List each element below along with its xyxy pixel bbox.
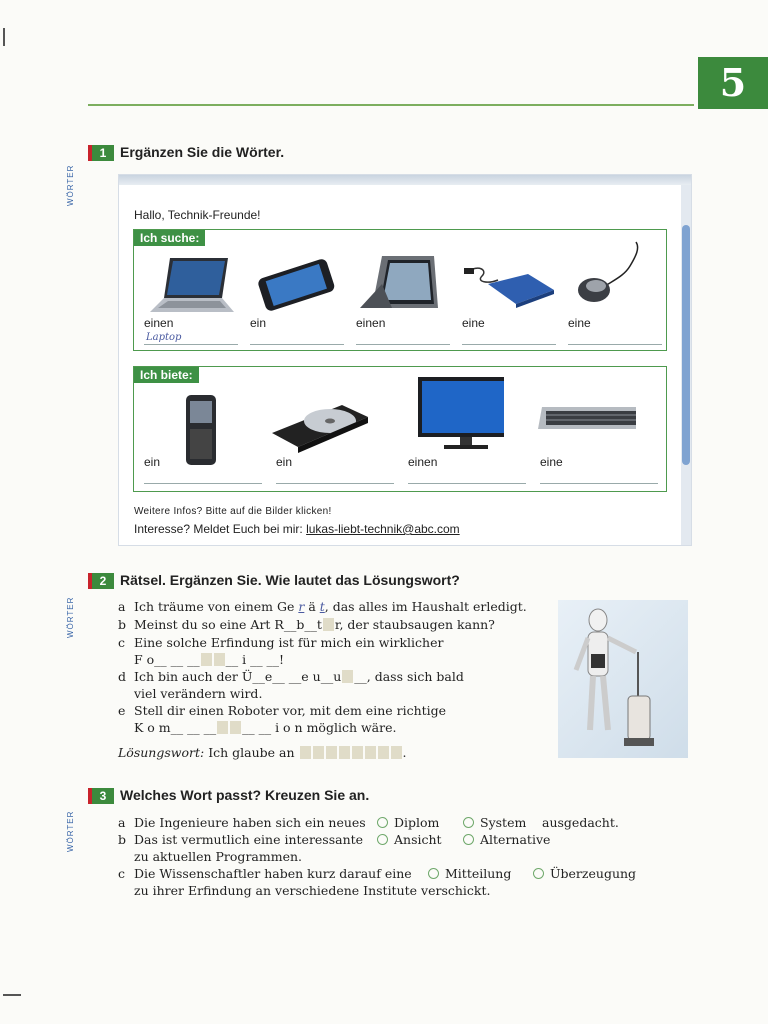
choice-c-option-2[interactable]: Überzeugung [533,866,636,881]
answer-line[interactable] [144,344,238,345]
solution-square [323,618,334,631]
crop-mark-bottom [3,994,21,996]
radio-circle[interactable] [428,868,439,879]
choice-c-line2: zu ihrer Erfindung an verschiedene Institute verschickt. [134,883,491,898]
header-rule [88,104,694,106]
offer-article: ein [276,455,293,469]
radio-circle[interactable] [463,834,474,845]
mouse-icon [564,240,664,310]
answer-line[interactable] [408,483,526,484]
choice-a-option-2[interactable]: System [463,815,526,830]
browser-top-bar [119,175,691,185]
search-article: eine [462,316,485,330]
radio-circle[interactable] [377,834,388,845]
monitor-icon [404,375,504,453]
riddle-a: a Ich träume von einem Ge r ä t, das alles im Haushalt erledigt. [118,599,527,614]
riddle-c-blanks: F o__ __ __ __ i __ __! [134,652,285,667]
contact-line [134,522,460,536]
exercise-1-number: 1 [88,145,114,161]
riddle-c: c Eine solche Erfindung ist für mich ein wirklicher [118,635,444,650]
radio-circle[interactable] [463,817,474,828]
radio-circle[interactable] [533,868,544,879]
exercise-3-title: Welches Wort passt? Kreuzen Sie an. [120,787,370,803]
external-harddrive-icon [458,254,558,310]
choice-c-option-1[interactable]: Mitteilung [428,866,511,881]
keyboard-icon [536,401,636,437]
choice-a-option-1[interactable]: Diplom [377,815,439,830]
info-line: Weitere Infos? Bitte auf die Bilder klicken! [134,506,332,517]
answer-line[interactable] [356,344,450,345]
tablet-icon [352,250,452,312]
contact-text: Interesse? Meldet Euch bei mir: [134,522,303,536]
exercise-3-number: 3 [88,788,114,804]
choice-b-option-1[interactable]: Ansicht [377,832,442,847]
riddle-e: e Stell dir einen Roboter vor, mit dem eine richtige [118,703,447,718]
offer-article: ein [144,455,161,469]
handwritten-fill: r [298,599,305,614]
riddle-e-blanks: K o m__ __ __ __ __ i o n möglich wäre. [134,720,397,735]
laptop-icon [140,254,240,316]
dvd-drive-icon [272,397,372,457]
choice-a-text: a Die Ingenieure haben sich ein neues [118,815,366,830]
email-link[interactable]: lukas-liebt-technik@abc.com [306,522,460,536]
search-box [133,229,667,351]
offer-article: eine [540,455,563,469]
offer-header: Ich biete: [134,367,199,383]
search-article: eine [568,316,591,330]
riddle-d: d Ich bin auch der Ü__e__ __e u__u __, dass sich bald [118,669,464,684]
solution-row: Lösungswort: Ich glaube an . [118,745,407,760]
search-article: einen [356,316,386,330]
choice-b-option-2[interactable]: Alternative [463,832,550,847]
radio-circle[interactable] [377,817,388,828]
exercise-2-title: Rätsel. Ergänzen Sie. Wie lautet das Lösungswort? [120,572,460,588]
greeting: Hallo, Technik-Freunde! [134,208,261,222]
smartphone-icon [246,258,346,312]
search-article: einen [144,316,174,330]
exercise-2-number: 2 [88,573,114,589]
side-label-3: WÖRTER [66,810,75,852]
search-answer: Laptop [146,332,182,343]
offer-box [133,366,667,492]
search-header: Ich suche: [134,230,205,246]
answer-line[interactable] [144,483,262,484]
answer-line[interactable] [540,483,658,484]
side-label-2: WÖRTER [66,596,75,638]
exercise-1-title: Ergänzen Sie die Wörter. [120,144,285,160]
answer-line[interactable] [462,344,556,345]
riddle-b: b Meinst du so eine Art R__b__t r, der staubsaugen kann? [118,617,495,632]
scroll-thumb[interactable] [682,225,690,465]
webpage-panel [118,174,692,546]
choice-c-text: c Die Wissenschaftler haben kurz darauf eine [118,866,412,881]
riddle-d-line2: viel verändern wird. [134,686,263,701]
answer-line[interactable] [568,344,662,345]
choice-b-text: b Das ist vermutlich eine interessante [118,832,364,847]
search-article: ein [250,316,267,330]
crop-mark-left [3,28,5,46]
robot-photo [558,600,688,758]
choice-b-line2: zu aktuellen Programmen. [134,849,302,864]
answer-line[interactable] [250,344,344,345]
robot-icon [558,600,688,758]
offer-article: einen [408,455,438,469]
answer-line[interactable] [276,483,394,484]
choice-a-end: ausgedacht. [542,815,619,830]
side-label-1: WÖRTER [66,164,75,206]
handwritten-fill: t [319,599,325,614]
chapter-number: 5 [698,57,768,109]
scrollbar[interactable] [681,185,691,545]
